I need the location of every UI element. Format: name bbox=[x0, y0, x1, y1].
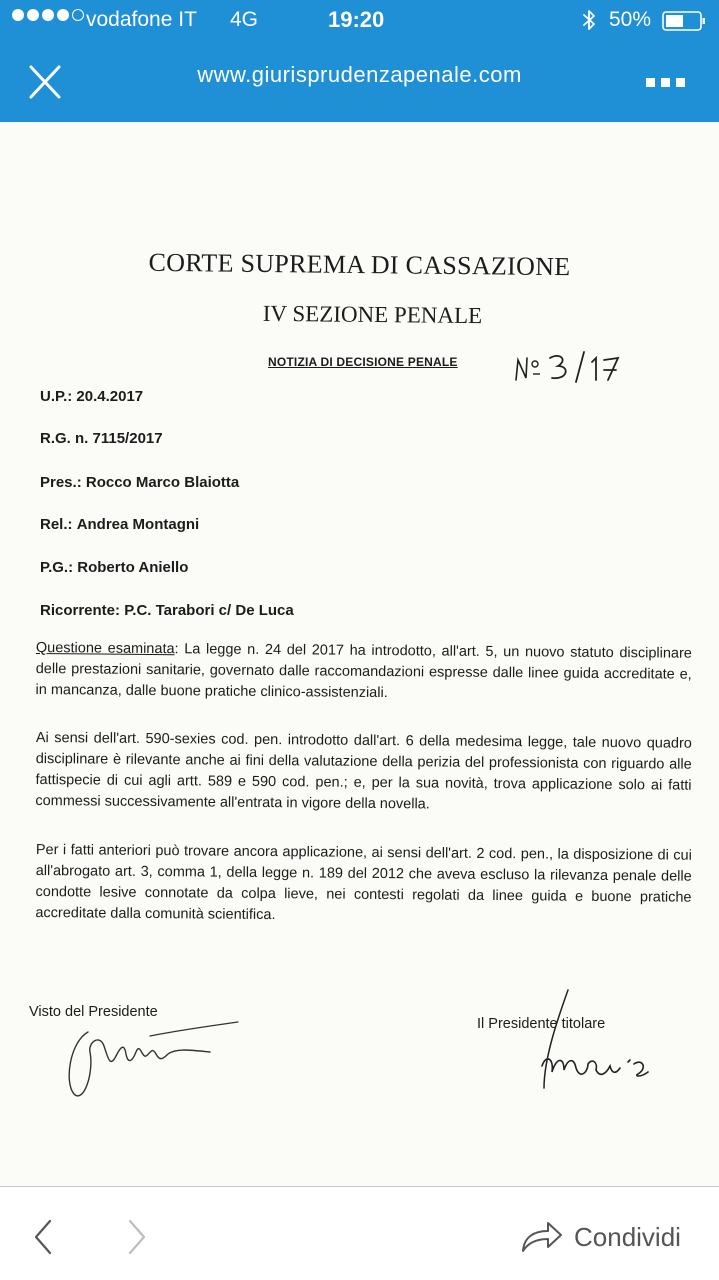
share-button[interactable] bbox=[520, 1215, 681, 1259]
bottom-toolbar bbox=[0, 1186, 719, 1280]
paragraph-3: Per i fatti anteriori può trovare ancora applicazione, ai sensi dell'art. 2 cod. pen., la disposizione di cui all'abrogato art. 3, comma 1, della legge n. 189 del 2012 che aveva escluso la rilevanza penale delle condotte lesive connotate da colpa lieve, nei contesti regolati da linee guida e buone pratiche accreditate dalla comunità scientifica. bbox=[35, 841, 692, 924]
field-label: P.G.: bbox=[40, 559, 74, 576]
chevron-left-icon[interactable] bbox=[28, 1217, 58, 1257]
field-value: 20.4.2017 bbox=[76, 388, 144, 405]
battery-icon bbox=[662, 11, 706, 31]
visto-label: Visto del Presidente bbox=[29, 1004, 158, 1020]
share-label: Condividi bbox=[574, 1221, 681, 1252]
chevron-right-icon[interactable] bbox=[122, 1217, 152, 1257]
signal-dots-icon bbox=[12, 9, 84, 21]
status-time: 19:20 bbox=[328, 7, 385, 32]
question-label: Questione esaminata bbox=[35, 639, 175, 658]
paragraph-2: Ai sensi dell'art. 590-sexies cod. pen. introdotto dall'art. 6 della medesima legge, tale nuovo quadro disciplinare è rilevante anche ai fini della valutazione della perizia del professionista con riguardo alle fattispecie di cui agli artt. 589 e 590 cod. pen.; e, per la sua novità, trova applicazione solo ai fatti commessi successivamente all'entrata in vigore della novella. bbox=[35, 729, 692, 813]
president-titolare-signature bbox=[530, 988, 670, 1098]
document-subtitle: IV SEZIONE PENALE bbox=[262, 300, 483, 329]
field-label: R.G. n. bbox=[40, 430, 89, 447]
network-type: 4G bbox=[230, 8, 259, 31]
field-label: Pres.: bbox=[40, 474, 82, 491]
field-rg bbox=[40, 430, 163, 447]
field-value: Andrea Montagni bbox=[76, 516, 200, 533]
header bbox=[0, 0, 719, 122]
carrier-name: vodafone IT bbox=[86, 8, 197, 31]
share-arrow-icon bbox=[520, 1219, 564, 1255]
field-ricorrente bbox=[40, 602, 294, 619]
status-bar bbox=[0, 0, 719, 40]
field-value: P.C. Tarabori c/ De Luca bbox=[124, 602, 294, 619]
field-rel bbox=[40, 516, 199, 533]
battery-percent: 50% bbox=[609, 8, 652, 31]
notice-heading: NOTIZIA DI DECISIONE PENALE bbox=[268, 355, 458, 369]
document-view[interactable] bbox=[0, 122, 719, 1186]
field-label: Rel.: bbox=[40, 516, 73, 533]
more-icon[interactable] bbox=[646, 74, 696, 90]
paragraph-1-text: : La legge n. 24 del 2017 ha introdotto, all'art. 5, un nuovo statuto disciplinare delle prestazioni sanitarie, governato dalle raccomandazioni espresse dalle linee guida accreditate e, in mancanza, dalle buone pratiche clinico-assistenziali. bbox=[35, 641, 692, 702]
president-signature bbox=[60, 1012, 250, 1102]
bluetooth-icon bbox=[582, 8, 596, 32]
field-label: U.P.: bbox=[40, 388, 73, 405]
paragraph-question bbox=[35, 638, 692, 707]
handwritten-number bbox=[512, 350, 622, 384]
president-label: Il Presidente titolare bbox=[477, 1016, 606, 1032]
field-value: Rocco Marco Blaiotta bbox=[85, 474, 240, 491]
page-url: www.giurisprudenzapenale.com bbox=[197, 62, 522, 87]
field-up bbox=[40, 388, 143, 405]
nav-bar bbox=[0, 40, 719, 122]
field-pg bbox=[40, 559, 188, 576]
field-pres bbox=[40, 474, 239, 491]
document-title: CORTE SUPREMA DI CASSAZIONE bbox=[148, 247, 571, 282]
field-value: 7115/2017 bbox=[92, 430, 163, 447]
field-value: Roberto Aniello bbox=[77, 559, 189, 576]
field-label: Ricorrente: bbox=[40, 602, 121, 619]
